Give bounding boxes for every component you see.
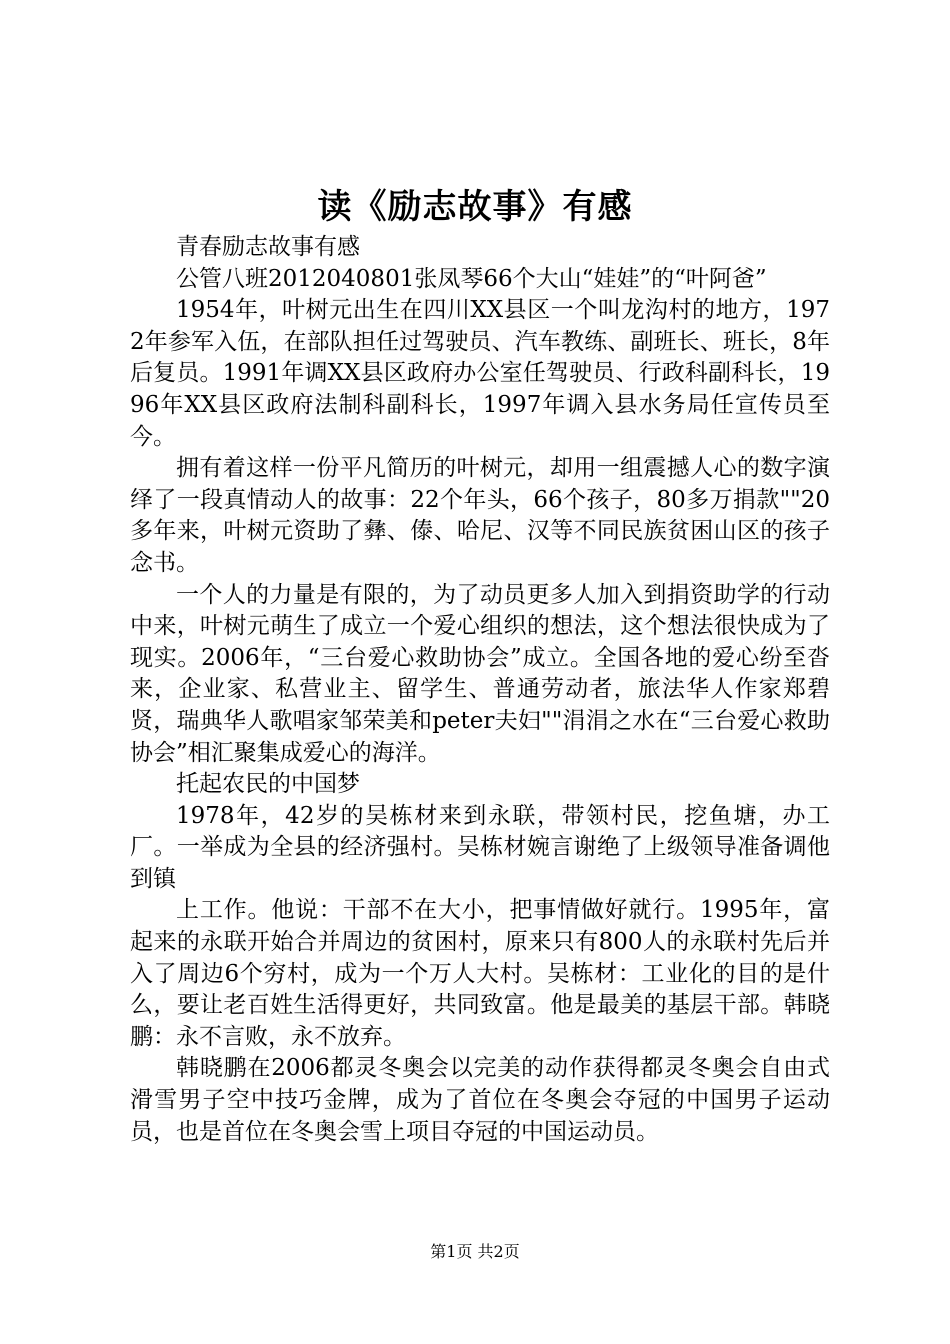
- page-number-footer: 第1页 共2页: [430, 1242, 520, 1261]
- document-body: [130, 232, 830, 1148]
- paragraph-subtitle: 青春励志故事有感: [176, 234, 360, 260]
- paragraph-section-heading: 托起农民的中国梦: [176, 771, 360, 798]
- document-title: 读《励志故事》有感: [317, 187, 633, 227]
- paragraph-village-story: 1978年，42岁的吴栋材来到永联，带领村民，挖鱼塘，办工厂。一举成为全县的经济强村。吴栋材婉言谢绝了上级领导准备调他到镇: [130, 802, 830, 892]
- paragraph-village-development: 上工作。他说：干部不在大小，把事情做好就行。1995年，富起来的永联开始合并周边的贫困村，原来只有800人的永联村先后并入了周边6个穷村，成为一个万人大村。吴栋材：工业化的目的是什么，要让老百姓生活得更好，共同致富。他是最美的基层干部。韩晓鹏：永不言败，永不放弃。: [130, 897, 830, 1050]
- paragraph-author-heading: 公管八班2012040801张凤琴66个大山“娃娃”的“叶阿爸”: [176, 265, 767, 292]
- paragraph-charity-association: 一个人的力量是有限的，为了动员更多人加入到捐资助学的行动中来，叶树元萌生了成立一个爱心组织的想法，这个想法很快成为了现实。2006年，“三台爱心救助协会”成立。全国各地的爱心纷至沓来，企业家、私营业主、留学生、普通劳动者，旅法华人作家郑碧贤，瑞典华人歌唱家邹荣美和peter夫妇""涓涓之水在“三台爱心救助协会”相汇聚集成爱心的海洋。: [130, 581, 830, 766]
- paragraph-donation-story: 拥有着这样一份平凡简历的叶树元，却用一组震撼人心的数字演绎了一段真情动人的故事：22个年头，66个孩子，80多万捐款""20多年来，叶树元资助了彝、傣、哈尼、汉等不同民族贫困山区的孩子念书。: [130, 455, 830, 576]
- paragraph-olympic-champion: 韩晓鹏在2006都灵冬奥会以完美的动作获得都灵冬奥会自由式滑雪男子空中技巧金牌，成为了首位在冬奥会夺冠的中国男子运动员，也是首位在冬奥会雪上项目夺冠的中国运动员。: [130, 1055, 830, 1145]
- paragraph-biography: 1954年，叶树元出生在四川XX县区一个叫龙沟村的地方，1972年参军入伍，在部队担任过驾驶员、汽车教练、副班长、班长，8年后复员。1991年调XX县区政府办公室任驾驶员、行政科副科长，1996年XX县区政府法制科副科长，1997年调入县水务局任宣传员至今。: [130, 297, 830, 450]
